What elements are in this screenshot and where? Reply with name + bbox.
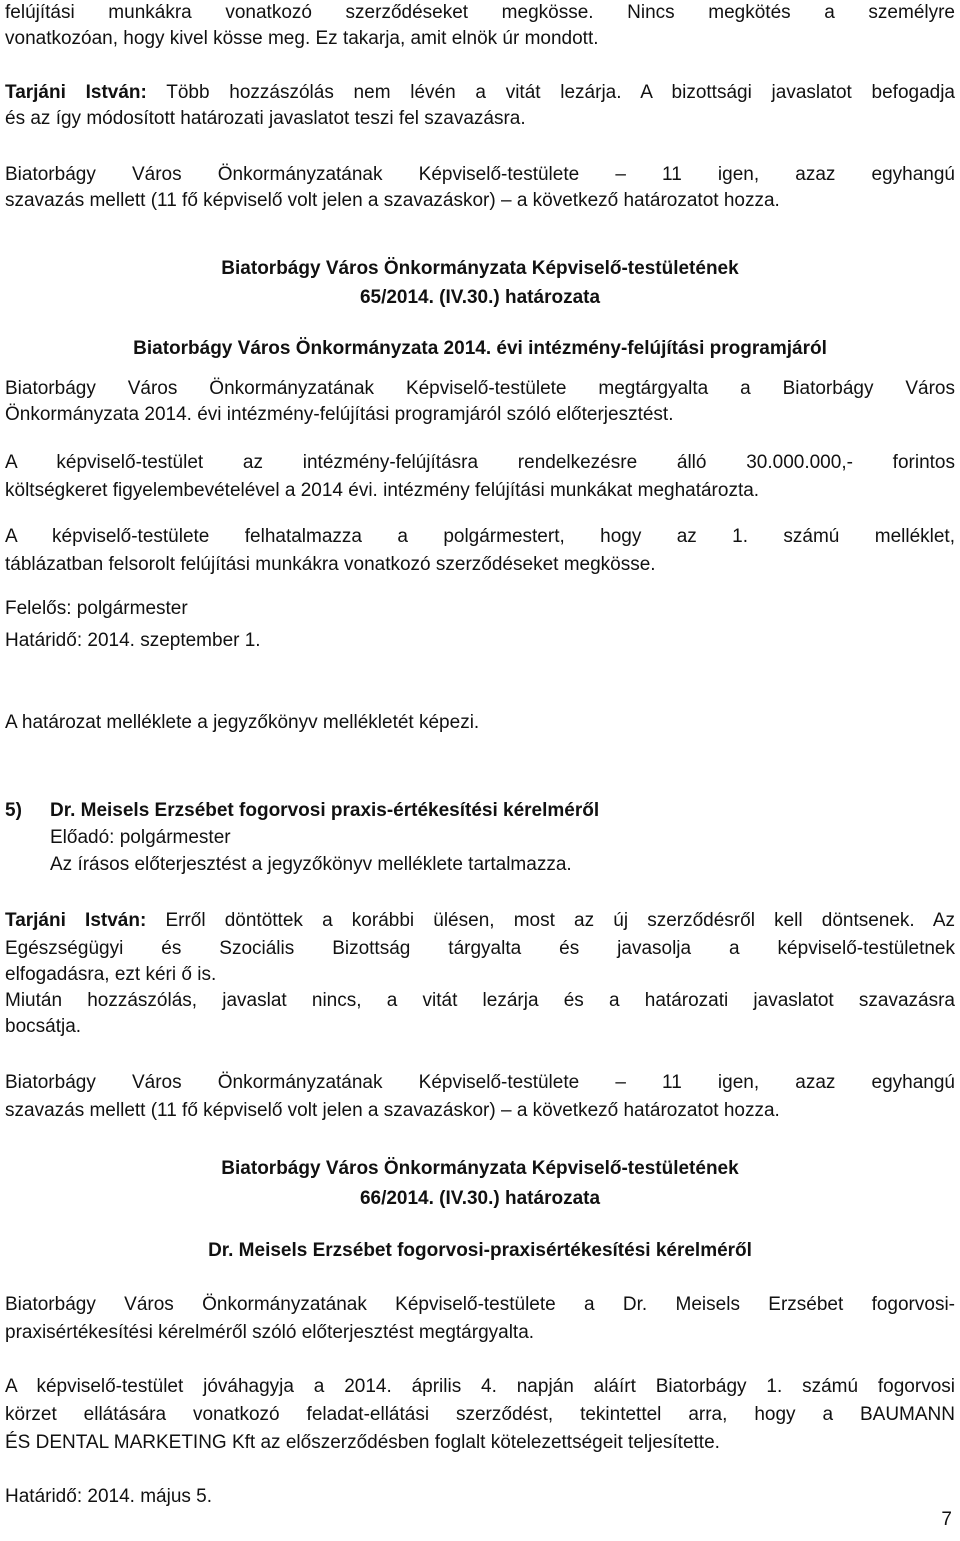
resolution-65-p3-line-2: táblázatban felsorolt felújítási munkákra vonatkozó szerződéseket megkösse. <box>5 554 656 575</box>
vote-line-1: Biatorbágy Város Önkormányzatának Képviselő-testülete – 11 igen, azaz egyhangú <box>5 164 955 185</box>
vote-2-line-2: szavazás mellett (11 fő képviselő volt jelen a szavazáskor) – a következő határozatot hozza. <box>5 1100 780 1121</box>
resolution-65-subject: Biatorbágy Város Önkormányzata 2014. évi intézmény-felújítási programjáról <box>133 338 827 359</box>
resolution-66-deadline: Határidő: 2014. május 5. <box>5 1486 213 1507</box>
resolution-65-p2-line-1: A képviselő-testület az intézmény-felújításra rendelkezésre álló 30.000.000,- forintos <box>5 452 955 473</box>
intro-line-2: vonatkozóan, hogy kivel kösse meg. Ez takarja, amit elnök úr mondott. <box>5 28 599 49</box>
resolution-66-subject: Dr. Meisels Erzsébet fogorvosi-praxisértékesítési kérelméről <box>208 1240 752 1261</box>
vote-line-2: szavazás mellett (11 fő képviselő volt jelen a szavazáskor) – a következő határozatot hozza. <box>5 190 780 211</box>
resolution-65-p3-line-1: A képviselő-testülete felhatalmazza a polgármestert, hogy az 1. számú melléklet, <box>5 526 955 547</box>
resolution-65-deadline: Határidő: 2014. szeptember 1. <box>5 630 261 651</box>
tarjani-statement-line-1 <box>5 80 955 106</box>
resolution-66-p2-line-2: körzet ellátására vonatkozó feladat-ellátási szerződést, tekintettel arra, hogy a BAUMANN <box>5 1404 955 1425</box>
resolution-65-header-1: Biatorbágy Város Önkormányzata Képviselő-testületének <box>221 258 739 279</box>
speaker-name: Tarjáni István: <box>5 82 147 103</box>
agenda-item-number: 5) <box>5 800 22 821</box>
speaker-name-2: Tarjáni István: <box>5 910 147 931</box>
tarjani-second-line-3: elfogadásra, ezt kéri ő is. <box>5 964 217 985</box>
agenda-item-title: Dr. Meisels Erzsébet fogorvosi praxis-értékesítési kérelméről <box>50 800 600 821</box>
resolution-65-responsible: Felelős: polgármester <box>5 598 188 619</box>
tarjani-second-text: Erről döntöttek a korábbi ülésen, most az új szerződésről kell döntsenek. Az <box>146 910 955 931</box>
resolution-66-header-1: Biatorbágy Város Önkormányzata Képviselő-testületének <box>221 1158 739 1179</box>
resolution-66-header-2: 66/2014. (IV.30.) határozata <box>359 1188 601 1209</box>
agenda-item-presenter: Előadó: polgármester <box>50 827 231 848</box>
page-number: 7 <box>941 1509 952 1530</box>
vote-2-line-1: Biatorbágy Város Önkormányzatának Képviselő-testülete – 11 igen, azaz egyhangú <box>5 1072 955 1093</box>
resolution-65-annex-note: A határozat melléklete a jegyzőkönyv mellékletét képezi. <box>5 712 480 733</box>
closing-line-2: bocsátja. <box>5 1016 82 1037</box>
resolution-65-p1-line-2: Önkormányzata 2014. évi intézmény-felújítási programjáról szóló előterjesztést. <box>5 404 674 425</box>
resolution-66-p2-line-1: A képviselő-testület jóváhagyja a 2014. április 4. napján aláírt Biatorbágy 1. számú fogorvosi <box>5 1376 955 1397</box>
intro-line-1: felújítási munkákra vonatkozó szerződéseket megkösse. Nincs megkötés a személyre <box>5 2 955 23</box>
resolution-65-p1-line-1: Biatorbágy Város Önkormányzatának Képviselő-testülete megtárgyalta a Biatorbágy Város <box>5 378 955 399</box>
resolution-65-header-2: 65/2014. (IV.30.) határozata <box>359 287 601 308</box>
closing-line-1: Miután hozzászólás, javaslat nincs, a vitát lezárja és a határozati javaslatot szavazásra <box>5 990 955 1011</box>
tarjani-statement-line-2: és az így módosított határozati javaslatot teszi fel szavazásra. <box>5 108 526 129</box>
resolution-66-p1-line-2: praxisértékesítési kérelméről szóló előterjesztést megtárgyalta. <box>5 1322 535 1343</box>
resolution-65-p2-line-2: költségkeret figyelembevételével a 2014 évi. intézmény felújítási munkákat meghatározta. <box>5 480 760 501</box>
tarjani-statement-text: Több hozzászólás nem lévén a vitát lezárja. A bizottsági javaslatot befogadja <box>146 82 955 103</box>
tarjani-second-line-2: Egészségügyi és Szociális Bizottság tárgyalta és javasolja a képviselő-testületnek <box>5 938 955 959</box>
agenda-item-attachment-note: Az írásos előterjesztést a jegyzőkönyv melléklete tartalmazza. <box>50 854 572 875</box>
resolution-66-p2-line-3: ÉS DENTAL MARKETING Kft az előszerződésben foglalt kötelezettségeit teljesítette. <box>5 1432 720 1453</box>
tarjani-second-line-1 <box>5 908 955 934</box>
resolution-66-p1-line-1: Biatorbágy Város Önkormányzatának Képviselő-testülete a Dr. Meisels Erzsébet fogorvosi- <box>5 1294 955 1315</box>
